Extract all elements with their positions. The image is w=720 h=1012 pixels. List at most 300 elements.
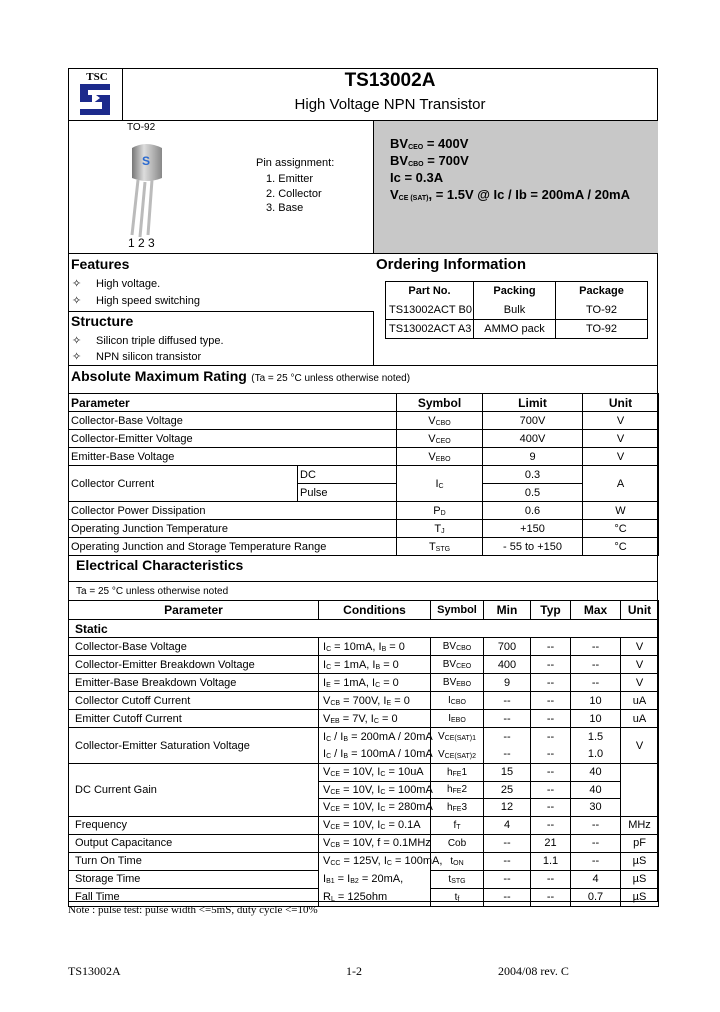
symbol-subscript: B bbox=[343, 735, 349, 743]
typ-cell: -- bbox=[531, 888, 571, 906]
elec-header: Conditions bbox=[319, 601, 431, 620]
symbol-subscript: CE bbox=[330, 806, 341, 814]
symbol-main: BV bbox=[390, 153, 409, 168]
ordering-row bbox=[386, 301, 648, 320]
symbol bbox=[340, 748, 348, 760]
elec-row bbox=[69, 834, 659, 852]
min-cell: -- bbox=[484, 870, 531, 888]
tsc-logo bbox=[76, 70, 118, 118]
symbol-subscript: B bbox=[375, 663, 381, 671]
symbol bbox=[390, 187, 428, 202]
param-cell: Collector-Emitter Breakdown Voltage bbox=[69, 656, 319, 674]
cond-cell bbox=[319, 728, 431, 746]
limit-cell: 0.5 bbox=[483, 484, 583, 502]
pin-3: 3. Base bbox=[266, 202, 304, 214]
symbol-main: V bbox=[437, 731, 445, 743]
unit-cell: A bbox=[583, 466, 659, 502]
abs-row bbox=[69, 448, 659, 466]
elec-row bbox=[69, 852, 659, 870]
feature-item: ✧ High speed switching bbox=[72, 295, 200, 307]
structure-item: ✧ Silicon triple diffused type. bbox=[72, 335, 224, 347]
symbol-main: h bbox=[446, 784, 453, 796]
typ-cell: -- bbox=[531, 799, 571, 817]
symbol-subscript: CEO bbox=[456, 663, 472, 670]
symbol-main: I bbox=[383, 855, 387, 868]
symbol-suffix: 2 bbox=[461, 784, 468, 796]
symbol-cell bbox=[431, 764, 484, 782]
max-cell: -- bbox=[571, 674, 621, 692]
cond-cell bbox=[319, 710, 431, 728]
symbol-subscript: D bbox=[440, 509, 446, 517]
symbol-main: I bbox=[347, 873, 351, 885]
param-cell: DC Current Gain bbox=[69, 764, 319, 817]
limit-cell: 400V bbox=[483, 430, 583, 448]
symbol-subscript: B2 bbox=[350, 878, 359, 885]
elec-row bbox=[69, 692, 659, 710]
symbol-subscript: L bbox=[330, 895, 335, 903]
param-cell: Collector Power Dissipation bbox=[69, 502, 397, 520]
symbol bbox=[323, 855, 340, 867]
elec-header-row bbox=[69, 601, 659, 620]
typ-cell: -- bbox=[531, 656, 571, 674]
symbol-subscript: J bbox=[441, 527, 445, 535]
symbol-cell bbox=[431, 674, 484, 692]
unit-cell: µS bbox=[621, 852, 659, 870]
max-cell: 10 bbox=[571, 710, 621, 728]
unit-cell: V bbox=[583, 430, 659, 448]
pin-2: 2. Collector bbox=[266, 187, 322, 200]
symbol-subscript: STG bbox=[451, 877, 466, 885]
symbol bbox=[323, 695, 340, 707]
symbol-subscript: CBO bbox=[435, 419, 451, 427]
min-cell: 15 bbox=[484, 764, 531, 782]
unit-cell: V bbox=[621, 728, 659, 764]
max-cell: 30 bbox=[571, 799, 621, 817]
electrical-table bbox=[68, 600, 659, 907]
min-cell: 400 bbox=[484, 656, 531, 674]
symbol bbox=[340, 731, 348, 743]
symbol-main: V bbox=[437, 748, 445, 760]
symbol bbox=[383, 695, 391, 707]
symbol-subscript: CEO bbox=[408, 144, 424, 151]
symbol-main: V bbox=[428, 450, 436, 463]
unit-cell: pF bbox=[621, 834, 659, 852]
typ-cell: -- bbox=[531, 870, 571, 888]
symbol bbox=[434, 523, 444, 535]
symbol bbox=[372, 659, 380, 671]
symbol-subscript: E bbox=[326, 681, 331, 689]
min-cell: 4 bbox=[484, 816, 531, 834]
symbol bbox=[448, 713, 466, 724]
limit-cell: 0.6 bbox=[483, 502, 583, 520]
symbol-cell bbox=[431, 638, 484, 656]
symbol-cell bbox=[431, 834, 484, 852]
cond-cell bbox=[319, 888, 431, 906]
typ-cell: -- bbox=[531, 692, 571, 710]
symbol-subscript: C bbox=[326, 645, 332, 653]
text-seg: = 20mA, bbox=[358, 873, 404, 885]
symbol-main: f bbox=[453, 819, 457, 831]
ordering-cell: Bulk bbox=[474, 301, 556, 320]
feature-item: ✧ High voltage. bbox=[72, 278, 161, 290]
min-cell: -- bbox=[484, 710, 531, 728]
symbol-main: V bbox=[323, 766, 331, 779]
pulse-note: Note : pulse test: pulse width <=5mS, duty cycle <=10% bbox=[68, 904, 318, 916]
param-cell: Collector-Base Voltage bbox=[69, 638, 319, 656]
ordering-cell: TO-92 bbox=[556, 301, 648, 320]
symbol bbox=[323, 731, 331, 743]
text-seg: = 0.1A bbox=[385, 819, 421, 831]
symbol-main: V bbox=[390, 187, 399, 202]
elec-row bbox=[69, 638, 659, 656]
symbol bbox=[323, 713, 340, 725]
symbol-subscript: T bbox=[456, 823, 461, 831]
symbol-subscript: E bbox=[386, 699, 392, 707]
cond-cell bbox=[319, 692, 431, 710]
symbol-main: V bbox=[323, 837, 331, 849]
bullet-icon: ✧ bbox=[72, 295, 82, 307]
abs-row bbox=[69, 538, 659, 556]
symbol-subscript: CE (SAT) bbox=[398, 195, 429, 202]
symbol bbox=[323, 659, 331, 671]
key-spec bbox=[390, 170, 443, 185]
symbol-main: V bbox=[323, 855, 331, 868]
limit-cell: +150 bbox=[483, 520, 583, 538]
symbol-cell bbox=[431, 816, 484, 834]
symbol-cell bbox=[397, 430, 483, 448]
symbol-main: h bbox=[446, 766, 453, 778]
bullet-icon: ✧ bbox=[72, 335, 82, 347]
text-seg: = bbox=[334, 873, 348, 885]
unit-cell: µS bbox=[621, 888, 659, 906]
min-cell: -- bbox=[484, 852, 531, 870]
symbol-subscript: B bbox=[343, 753, 349, 761]
symbol bbox=[455, 892, 460, 903]
cond-cell bbox=[319, 799, 431, 817]
footer-part: TS13002A bbox=[68, 964, 121, 978]
symbol-cell bbox=[397, 502, 483, 520]
param-cell: Operating Junction and Storage Temperature Range bbox=[69, 538, 397, 556]
typ-cell: 21 bbox=[531, 834, 571, 852]
symbol-main: I bbox=[323, 730, 327, 743]
symbol bbox=[429, 541, 450, 553]
spec-value: = 700V bbox=[423, 153, 469, 168]
unit-cell: V bbox=[621, 638, 659, 656]
symbol bbox=[428, 433, 451, 445]
symbol-main: V bbox=[323, 801, 331, 814]
text-seg: = 10mA, bbox=[331, 640, 379, 653]
symbol-subscript: C bbox=[386, 860, 392, 868]
symbol-cell bbox=[431, 656, 484, 674]
text-seg: = 0 bbox=[386, 640, 405, 653]
ordering-row bbox=[386, 320, 648, 339]
key-spec bbox=[390, 187, 630, 202]
min-cell: 700 bbox=[484, 638, 531, 656]
symbol bbox=[323, 819, 340, 831]
pin-1: 1. Emitter bbox=[266, 173, 314, 185]
unit-cell: µS bbox=[621, 870, 659, 888]
max-cell: 1.0 bbox=[571, 746, 621, 764]
symbol-subscript: CBO bbox=[456, 645, 472, 652]
structure-title: Structure bbox=[71, 313, 134, 329]
text-seg: = 10V, bbox=[340, 801, 378, 814]
symbol-main: V bbox=[323, 694, 331, 707]
text-seg: = 100mA / 10mA bbox=[348, 748, 433, 761]
symbol bbox=[371, 713, 379, 725]
symbol-cell bbox=[431, 888, 484, 906]
max-cell: -- bbox=[571, 638, 621, 656]
symbol bbox=[390, 136, 423, 151]
symbol-cell bbox=[431, 728, 484, 746]
elec-title: Electrical Characteristics bbox=[76, 557, 244, 573]
package-label: TO-92 bbox=[127, 122, 156, 133]
elec-note: Ta = 25 °C unless otherwise noted bbox=[76, 586, 229, 597]
symbol-cell bbox=[431, 781, 484, 799]
min-cell: -- bbox=[484, 728, 531, 746]
symbol-main: I bbox=[448, 695, 451, 706]
symbol-main: I bbox=[377, 819, 381, 831]
symbol bbox=[323, 784, 340, 796]
ordering-table bbox=[385, 281, 648, 339]
symbol-main: V bbox=[323, 783, 331, 796]
symbol-subscript: C bbox=[380, 771, 386, 779]
ordering-cell: AMMO pack bbox=[474, 320, 556, 339]
typ-cell: -- bbox=[531, 816, 571, 834]
symbol bbox=[450, 856, 463, 867]
symbol-main: BV bbox=[390, 136, 409, 151]
max-cell: 0.7 bbox=[571, 888, 621, 906]
param-cell: Collector Cutoff Current bbox=[69, 692, 319, 710]
symbol-subscript: B bbox=[381, 645, 387, 653]
abs-max-table bbox=[68, 393, 659, 556]
typ-cell: -- bbox=[531, 746, 571, 764]
symbol-subscript: EB bbox=[330, 717, 340, 725]
symbol-main: I bbox=[323, 658, 327, 671]
svg-text:S: S bbox=[142, 154, 151, 168]
symbol-main: I bbox=[323, 640, 327, 653]
symbol-cell bbox=[397, 538, 483, 556]
typ-cell: -- bbox=[531, 728, 571, 746]
abs-row bbox=[69, 412, 659, 430]
elec-row bbox=[69, 764, 659, 782]
symbol-main: I bbox=[383, 694, 387, 707]
text-seg: = 0 bbox=[378, 712, 398, 725]
symbol-main: I bbox=[340, 730, 344, 743]
symbol-subscript: C bbox=[438, 482, 444, 490]
symbol-main: I bbox=[323, 676, 327, 689]
symbol-cell bbox=[397, 466, 483, 502]
min-cell: -- bbox=[484, 888, 531, 906]
typ-cell: -- bbox=[531, 710, 571, 728]
max-cell: 40 bbox=[571, 781, 621, 799]
symbol-main: I bbox=[370, 712, 374, 725]
elec-row bbox=[69, 728, 659, 746]
symbol bbox=[443, 677, 471, 688]
max-cell: -- bbox=[571, 816, 621, 834]
abs-row bbox=[69, 520, 659, 538]
max-cell: 10 bbox=[571, 692, 621, 710]
symbol-main: I bbox=[377, 783, 381, 796]
unit-cell: W bbox=[583, 502, 659, 520]
symbol bbox=[447, 802, 467, 813]
text-seg: = 100mA, bbox=[391, 855, 443, 868]
symbol-main: I bbox=[323, 748, 327, 761]
transistor-image bbox=[118, 140, 178, 245]
param-cell: Emitter-Base Voltage bbox=[69, 448, 397, 466]
max-cell: 1.5 bbox=[571, 728, 621, 746]
max-cell: -- bbox=[571, 656, 621, 674]
text-seg: = 10V, bbox=[340, 819, 378, 831]
features-title: Features bbox=[71, 256, 130, 272]
text-seg: = 100mA bbox=[385, 783, 433, 796]
max-cell: -- bbox=[571, 852, 621, 870]
symbol-main: T bbox=[428, 540, 436, 553]
unit-cell: uA bbox=[621, 692, 659, 710]
symbol-subscript: C bbox=[373, 717, 379, 725]
symbol-main: I bbox=[435, 477, 439, 490]
section-row bbox=[69, 620, 659, 638]
abs-max-heading: Absolute Maximum Rating (Ta = 25 °C unless otherwise noted) bbox=[71, 368, 411, 384]
symbol bbox=[323, 766, 340, 778]
text-seg: = 280mA bbox=[385, 801, 433, 814]
symbol-suffix: 3 bbox=[461, 801, 468, 813]
symbol-subscript: EBO bbox=[450, 717, 466, 724]
symbol-main: BV bbox=[442, 641, 457, 652]
symbol-cell bbox=[397, 520, 483, 538]
ordering-cell: TS13002ACT A3 bbox=[386, 320, 474, 339]
symbol bbox=[448, 874, 465, 885]
text-seg: = 10V, bbox=[340, 766, 378, 779]
symbol bbox=[323, 641, 331, 653]
symbol-main: I bbox=[378, 640, 382, 653]
symbol-main: V bbox=[323, 819, 331, 831]
symbol-subscript: STG bbox=[435, 545, 451, 553]
symbol-cell bbox=[397, 448, 483, 466]
symbol-main: I bbox=[448, 713, 451, 724]
symbol-main: I bbox=[323, 873, 327, 885]
param-cell: Operating Junction Temperature bbox=[69, 520, 397, 538]
symbol bbox=[447, 784, 467, 795]
abs-header: Unit bbox=[583, 394, 659, 412]
text-seg: = 10uA bbox=[385, 766, 424, 779]
cond-cell bbox=[319, 816, 431, 834]
abs-header: Symbol bbox=[397, 394, 483, 412]
param-cell: Storage Time bbox=[69, 870, 319, 888]
param-cell: Fall Time bbox=[69, 888, 319, 906]
cond-cell bbox=[319, 870, 431, 888]
elec-header: Min bbox=[484, 601, 531, 620]
text-seg: = 10V, f = 0.1MHz bbox=[340, 837, 431, 849]
symbol-subscript: C bbox=[380, 788, 386, 796]
ordering-cell: TO-92 bbox=[556, 320, 648, 339]
symbol bbox=[435, 478, 443, 490]
min-cell: -- bbox=[484, 692, 531, 710]
param-cell: Emitter-Base Breakdown Voltage bbox=[69, 674, 319, 692]
elec-row bbox=[69, 656, 659, 674]
param-cell: Frequency bbox=[69, 816, 319, 834]
symbol bbox=[323, 748, 331, 760]
text-seg: = 0 bbox=[380, 676, 399, 689]
bullet-icon: ✧ bbox=[72, 278, 82, 290]
symbol-main: t bbox=[450, 855, 454, 867]
symbol-subscript: C bbox=[326, 735, 332, 743]
cond-cell: DC bbox=[298, 466, 397, 484]
symbol-subscript: CBO bbox=[408, 161, 424, 168]
param-cell: Collector-Emitter Voltage bbox=[69, 430, 397, 448]
symbol bbox=[433, 505, 445, 517]
symbol bbox=[443, 641, 472, 652]
symbol-subscript: C bbox=[326, 753, 332, 761]
symbol-cell bbox=[431, 710, 484, 728]
symbol-subscript: CE bbox=[330, 824, 341, 831]
symbol-cell bbox=[431, 799, 484, 817]
pin-assignment-title: Pin assignment: bbox=[256, 157, 335, 169]
symbol-subscript: C bbox=[380, 824, 386, 831]
min-cell: 9 bbox=[484, 674, 531, 692]
elec-row bbox=[69, 870, 659, 888]
symbol-main: V bbox=[428, 432, 436, 445]
symbol-subscript: FE bbox=[452, 805, 462, 813]
symbol-main: BV bbox=[442, 659, 457, 670]
param-cell: Turn On Time bbox=[69, 852, 319, 870]
symbol-main: I bbox=[372, 676, 376, 689]
elec-header: Parameter bbox=[69, 601, 319, 620]
param-cell: Collector-Base Voltage bbox=[69, 412, 397, 430]
cond-cell bbox=[319, 852, 443, 870]
symbol-main: BV bbox=[442, 677, 457, 688]
symbol-cell bbox=[397, 412, 483, 430]
symbol bbox=[453, 820, 460, 831]
cond-cell bbox=[319, 764, 431, 782]
unit-cell: °C bbox=[583, 538, 659, 556]
symbol-main: I bbox=[377, 766, 381, 779]
limit-cell: 700V bbox=[483, 412, 583, 430]
ordering-header: Package bbox=[556, 282, 648, 301]
footer-revision: 2004/08 rev. C bbox=[498, 964, 569, 978]
symbol bbox=[390, 170, 443, 185]
cond-cell bbox=[319, 834, 431, 852]
text-seg: / bbox=[331, 730, 341, 743]
typ-cell: -- bbox=[531, 764, 571, 782]
abs-row bbox=[69, 466, 659, 484]
text-seg: = 10V, bbox=[340, 783, 378, 796]
text-seg: = 0 bbox=[391, 694, 410, 707]
ordering-cell: TS13002ACT B0 bbox=[386, 301, 474, 320]
key-spec bbox=[390, 136, 468, 151]
unit-cell: V bbox=[583, 448, 659, 466]
symbol bbox=[323, 837, 340, 849]
footer-page: 1-2 bbox=[346, 964, 362, 978]
symbol-cell bbox=[431, 870, 484, 888]
symbol-main: I bbox=[340, 748, 344, 761]
symbol-suffix: 1 bbox=[461, 766, 468, 778]
symbol bbox=[323, 873, 335, 885]
text-seg: / bbox=[331, 748, 341, 761]
spec-value: , = 1.5V @ Ic / Ib = 200mA / 20mA bbox=[428, 187, 630, 202]
symbol-cell bbox=[431, 692, 484, 710]
pin-list bbox=[266, 172, 322, 216]
symbol-main: Ic = 0.3A bbox=[390, 170, 444, 185]
symbol-main: I bbox=[372, 658, 376, 671]
symbol bbox=[428, 451, 450, 463]
ordering-title: Ordering Information bbox=[376, 256, 526, 273]
symbol bbox=[323, 801, 340, 813]
symbol-main: V bbox=[428, 414, 436, 427]
symbol-subscript: CE(SAT)1 bbox=[444, 735, 477, 743]
cond-cell bbox=[319, 746, 431, 764]
symbol-subscript: C bbox=[375, 681, 381, 689]
symbol bbox=[428, 415, 451, 427]
